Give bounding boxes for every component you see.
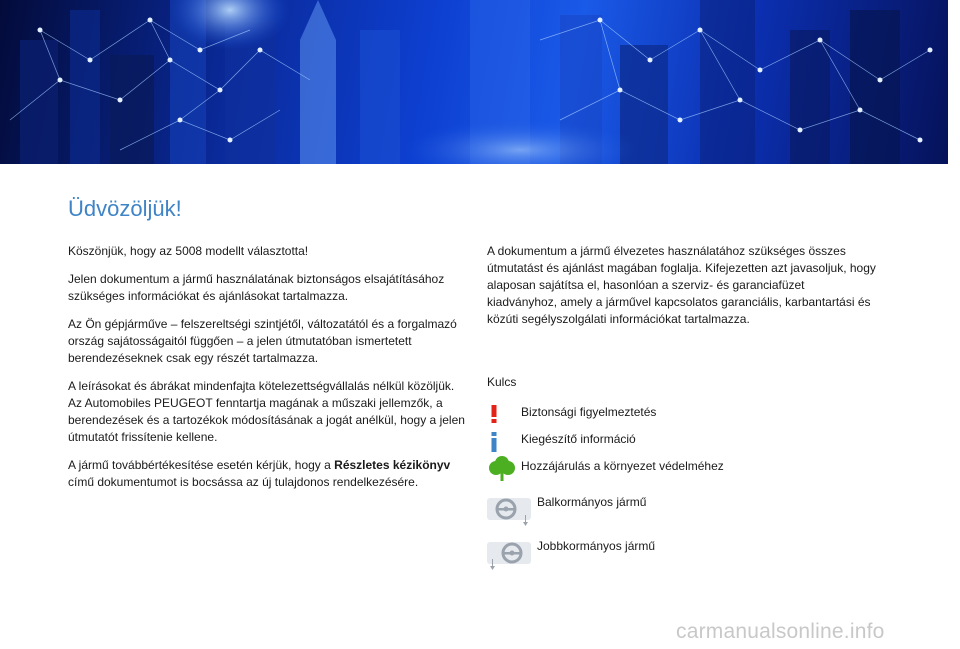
exclamation-icon [487, 405, 501, 423]
tree-icon [487, 456, 517, 482]
right-hand-drive-icon [487, 537, 531, 571]
disclaimer-paragraph: A leírásokat és ábrákat mindenfajta kötelezettségvállalás nélkül közöljük. [68, 379, 455, 393]
page-title: Üdvözöljük! [68, 196, 182, 221]
legend-label-environment: Hozzájárulás a környezet védelméhez [521, 459, 724, 473]
legend-heading: Kulcs [487, 375, 517, 389]
resale-text-after: című dokumentumot is bocsássa az új tulajdonos rendelkezésére. [68, 475, 419, 489]
detailed-manual-title: Részletes kézikönyv [334, 458, 451, 472]
legend-label-right-hand-drive: Jobbkormányos jármű [537, 539, 656, 553]
legend-label-info: Kiegészítő információ [521, 432, 636, 446]
watermark: carmanualsonline.info [676, 620, 885, 643]
header-banner-image [0, 0, 948, 164]
info-icon [487, 432, 501, 452]
intro-column [68, 243, 468, 502]
legend-label-left-hand-drive: Balkormányos jármű [537, 495, 647, 509]
modification-paragraph: Az Automobiles PEUGEOT fenntartja magának a műszaki jellemzők, a berendezések és a tartozékok módosításának a jogát anélkül, hogy a jelen útmutatót frissítenie kellene. [68, 396, 465, 444]
document-info-paragraph: A dokumentum a jármű élvezetes használatához szükséges összes útmutatást és ajánlást magában foglalja. Kifejezetten azt javasoljuk, hogy alaposan sajátítsa el, hasonlóan a szerviz- és garanciafüzet kiadványhoz, amely a járművel kapcsolatos garanciális, karbantartási és közúti segélyszolgálati információkat tartalmazza. [487, 244, 876, 326]
equipment-paragraph: Az Ön gépjárműve – felszereltségi szintjétől, változatától és a forgalmazó ország sajátosságaitól függően – a jelen útmutatóban ismertetett berendezéseknek csak egy részét tartalmazza. [68, 317, 457, 365]
legend-label-warning: Biztonsági figyelmeztetés [521, 405, 657, 419]
left-hand-drive-icon [487, 493, 531, 527]
resale-text-before: A jármű továbbértékesítése esetén kérjük, hogy a [68, 458, 335, 472]
document-info-column [487, 243, 877, 328]
thanks-paragraph: Köszönjük, hogy az 5008 modellt választotta! [68, 244, 309, 258]
resale-paragraph [68, 457, 468, 491]
purpose-paragraph: Jelen dokumentum a jármű használatának biztonságos elsajátításához szükséges információkat és ajánlásokat tartalmazza. [68, 272, 445, 303]
city-network-illustration [0, 0, 948, 164]
